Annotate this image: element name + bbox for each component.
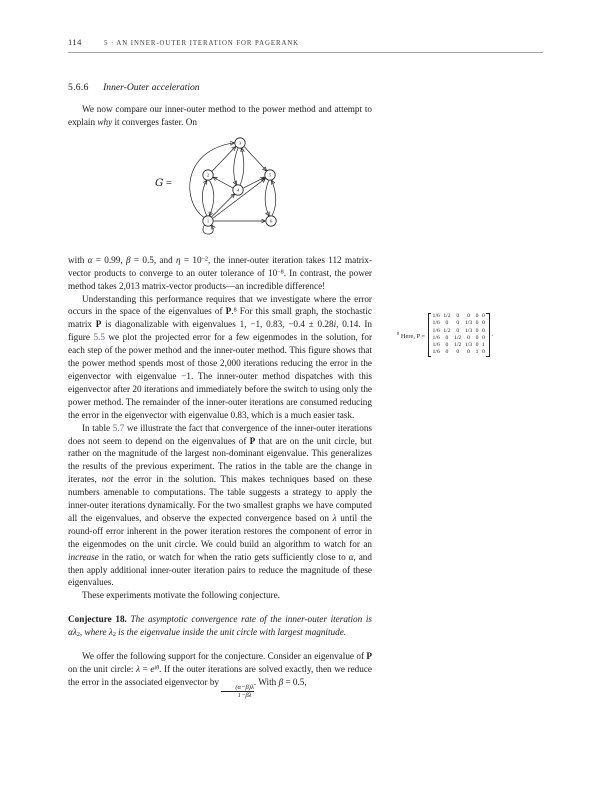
sidenote-intro: Here, P = <box>400 332 426 340</box>
matrix-cell: 1/6 <box>432 320 440 327</box>
matrix-cell: 1/2 <box>454 334 462 341</box>
paragraph-motivation: These experiments motivate the following conjecture. <box>82 590 280 601</box>
inline-fraction: $\frac{(\alpha-\beta)\lambda}{1-\beta\lambda}$ <box>221 684 254 699</box>
paragraph-table-discussion: In table 5.7 we illustrate the fact that convergence of the inner-outer iterations does not seem to depend on the eigenvalues of P that are on the unit circle, but rather on the magnitude of the largest non-dominant eigenvalue. This generalizes the results of the previous experiment. The ratios in the table are the change in iterates, not the error in the solution. This makes techniques based on these numbers amenable to computations. The table suggests a strategy to apply the inner-outer iterations dynamically. For the two smallest graphs we have computed all the eigenvalues, and observe the expected convergence based on λ until the round-off error inherent in the power iteration restores the component of error in the eigenmodes on the unit circle. We could build an algorithm to watch for an increase in the ratio, or watch for when the ratio gets sufficiently close to α, and then apply additional inner-outer iteration pairs to reduce the magnitude of these eigenvalues. <box>68 422 373 588</box>
section-title: Inner-Outer acceleration <box>103 82 200 93</box>
section-heading <box>68 82 372 94</box>
graph-edge-2-3 <box>212 147 235 171</box>
graph-equals-label: G = <box>155 176 172 189</box>
header-rule <box>68 52 543 53</box>
matrix-P <box>433 313 485 357</box>
matrix-cell: 0 <box>467 313 470 319</box>
section-number: 5.6.6 <box>68 82 89 93</box>
page-header <box>68 37 543 47</box>
matrix-cell: 0 <box>456 313 460 319</box>
matrix-cell: 0 <box>475 320 479 327</box>
matrix-cell: 1/3 <box>464 320 473 327</box>
matrix-cell: 1/3 <box>464 342 473 349</box>
graph-edge-2-1 <box>210 181 214 216</box>
matrix-cell: 1/6 <box>432 334 440 341</box>
graph-node-label: 1 <box>206 218 210 224</box>
graph-edge-1-4 <box>212 194 234 217</box>
paragraph-parameters: with α = 0.99, β = 0.5, and $\eta = 10^{-2}$, the inner-outer iteration takes 112 matrix-vector products to converge to an outer tolerance of $10^{-8}$. In contrast, the power method takes 2,013 matrix-vector products—an incredible difference! <box>68 254 373 291</box>
sidenote-suffix: . <box>491 331 493 339</box>
graph-edge-4-3 <box>240 148 243 184</box>
matrix-cell: 1/6 <box>432 313 440 319</box>
graph-diagram <box>178 134 348 249</box>
matrix-cell: 1/3 <box>464 327 473 334</box>
matrix-cell: 1/6 <box>432 349 440 356</box>
graph-edge-1-2 <box>202 181 206 216</box>
matrix-cell: 0 <box>482 349 485 356</box>
matrix-cell: 0 <box>467 334 470 341</box>
graph-edge-1-3 <box>190 143 234 218</box>
graph-edge-4-5 <box>243 177 264 187</box>
matrix-cell: 0 <box>445 334 449 341</box>
paragraph-support: We offer the following support for the conjecture. Consider an eigenvalue of P on the unit circle: $\lambda = e^{i\theta}$. If the outer iterations are solved exactly, then we reduce the error in the associated eigenvector by $\frac{(\alpha-\beta)\lambda}{1-\beta\lambda}$ . With β = 0.5, <box>68 651 372 699</box>
matrix-cell: 1/2 <box>454 342 462 349</box>
running-header: 5 · AN INNER-OUTER ITERATION FOR PAGERANK <box>103 40 300 47</box>
matrix-cell: 0 <box>445 320 449 327</box>
graph-edge-3-4 <box>234 148 238 184</box>
matrix-cell: 0 <box>445 349 449 356</box>
matrix-right-bracket <box>486 313 490 357</box>
text-column <box>68 82 372 699</box>
paragraph-intro: We now compare our inner-outer method to the power method and attempt to explain why it converges faster. On <box>68 104 372 127</box>
matrix-cell: 0 <box>475 327 479 334</box>
matrix-cell: 0 <box>475 334 479 341</box>
matrix-cell: 1/6 <box>432 327 440 334</box>
matrix-cell: 0 <box>482 334 485 341</box>
matrix-cell: 0 <box>475 342 479 349</box>
footnote-marker: 8 <box>397 330 400 336</box>
matrix-cell: 1/2 <box>443 327 451 334</box>
graph-edge-6-5 <box>272 181 276 216</box>
graph-node-label: 2 <box>206 172 210 178</box>
matrix-cell: 0 <box>456 327 460 334</box>
graph-figure <box>68 134 372 253</box>
matrix-cell: 0 <box>482 327 485 334</box>
footnote-sidenote <box>397 313 567 357</box>
matrix-cell: 0 <box>467 349 470 356</box>
cross-reference-link[interactable]: 5.5 <box>93 332 105 343</box>
matrix-cell: 1/2 <box>443 313 451 319</box>
matrix-cell: 0 <box>445 342 449 349</box>
matrix-cell: 1 <box>482 342 485 349</box>
matrix-cell: 0 <box>482 320 485 327</box>
graph-edge-3-5 <box>244 146 266 170</box>
matrix-cell: 0 <box>456 349 460 356</box>
graph-node-label: 5 <box>268 172 272 178</box>
matrix-left-bracket <box>428 313 432 357</box>
matrix-cell: 0 <box>475 313 479 319</box>
graph-node-label: 4 <box>236 187 240 193</box>
paragraph-eigenvalues: Understanding this performance requires that we investigate where the error occurs in the space of the eigenvalues of P.$^8$ For this small graph, the stochastic matrix P is diagonalizable with eigenvalues 1, −1, 0.83, −0.4 ± 0.28i, 0.14. In figure 5.5 we plot the projected error for a few eigenmodes in the solution, for each step of the power method and the inner-outer method. This figure shows that the power method spends most of those 2,000 iterations reducing the error in the eigenvector with eigenvalue −1. The inner-outer method dispatches with this eigenvector after 20 iterations and immediately before the switch to using only the power method. The remainder of the inner-outer iterations are consumed reducing the error in the eigenvector with eigenvalue 0.83, which is a much easier task. <box>68 293 372 420</box>
matrix-cell: 0 <box>482 313 485 319</box>
graph-node-label: 6 <box>269 218 273 224</box>
page-number: 114 <box>68 37 82 47</box>
graph-node-label: 3 <box>238 140 242 146</box>
matrix-cell: 0 <box>456 320 460 327</box>
graph-edge-4-2 <box>214 177 233 187</box>
matrix-cell: 1 <box>475 349 479 356</box>
sidenote-label <box>397 331 425 340</box>
matrix-cell: 1/6 <box>432 342 440 349</box>
graph-edge-5-6 <box>265 180 269 215</box>
conjecture-18: Conjecture 18. The asymptotic convergence rate of the inner-outer iteration is αλ2, where λ2 is the eigenvalue inside the unit circle with largest magnitude. <box>68 614 372 639</box>
cross-reference-link[interactable]: 5.7 <box>112 422 125 433</box>
